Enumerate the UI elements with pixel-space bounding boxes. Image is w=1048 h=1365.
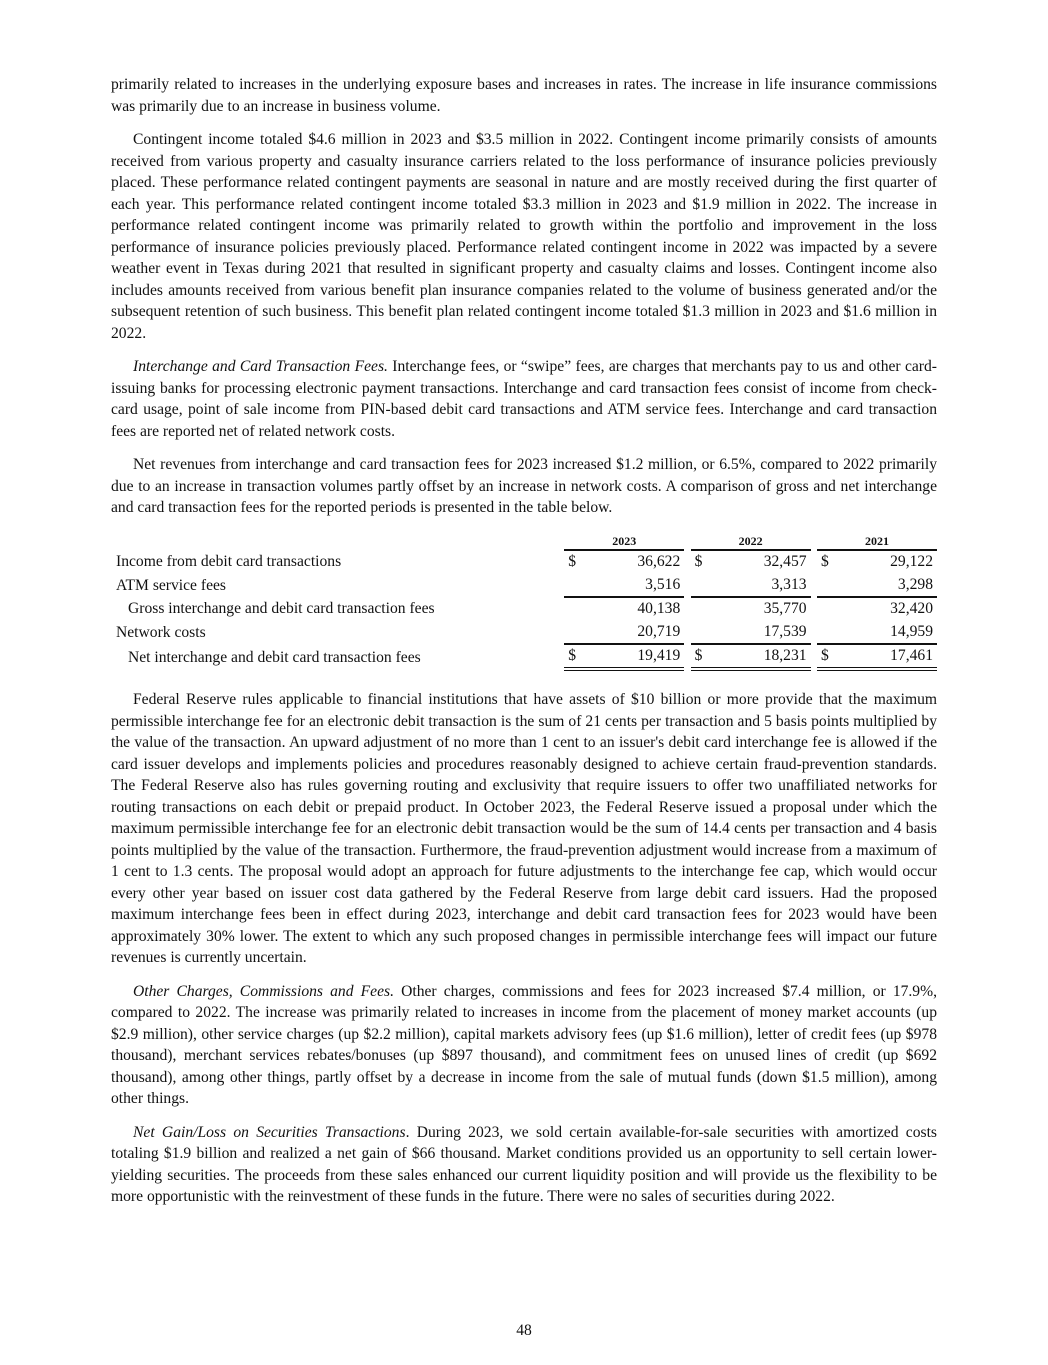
table-row xyxy=(111,620,937,644)
paragraph-text: . During 2023, we sold certain available-for-sale securities with amortized costs totaling $1.9 billion and realized a net gain of $66 thousand. Market conditions provided us an opportunity to sell certain lower-yielding securities. The proceeds from these sales enhanced our current liquidity position and will provide us the flexibility to be more opportunistic with the reinvestment of these funds in the future. There were no sales of securities during 2022. xyxy=(111,1123,937,1205)
table-row xyxy=(111,550,937,574)
cell-value: 19,419 xyxy=(589,644,684,670)
cell-value: 32,420 xyxy=(842,597,937,621)
cell-value: 3,313 xyxy=(771,575,807,593)
cell-value: 35,770 xyxy=(715,597,810,621)
cell-value: 32,457 xyxy=(715,550,810,574)
currency-symbol: $ xyxy=(564,550,589,574)
paragraph-other-charges xyxy=(111,981,937,1110)
section-heading-other-charges: Other Charges, Commissions and Fees. xyxy=(133,982,394,1000)
row-label: Net interchange and debit card transaction fees xyxy=(128,649,421,666)
paragraph-insurance-commissions: primarily related to increases in the underlying exposure bases and increases in rates. The increase in life insurance commissions was primarily due to an increase in business volume. xyxy=(111,76,937,115)
cell-value: 17,461 xyxy=(842,644,937,670)
table-header-row xyxy=(111,531,937,550)
paragraph-contingent-income: Contingent income totaled $4.6 million in 2023 and $3.5 million in 2022. Contingent income primarily consists of amounts received from various property and casualty insurance carriers related to the loss performance of insurance policies previously placed. These performance related contingent payments are seasonal in nature and are mostly received during the first quarter of each year. This performance related contingent income totaled $3.3 million in 2023 and $1.9 million in 2022. The increase in performance related contingent income was primarily related to growth within the portfolio and improvement in the loss performance of insurance policies previously placed. Performance related contingent income in 2022 was impacted by a severe weather event in Texas during 2021 that resulted in significant property and casualty claims and losses. Contingent income also includes amounts received from various benefit plan insurance companies related to the volume of business generated and/or the subsequent retention of such business. This benefit plan related contingent income totaled $1.3 million in 2023 and $1.6 million in 2022. xyxy=(111,131,937,342)
cell-value: 36,622 xyxy=(589,550,684,574)
paragraph-net-revenues: Net revenues from interchange and card transaction fees for 2023 increased $1.2 million, or 6.5%, compared to 2022 primarily due to an increase in transaction volumes partly offset by an increase in network costs. A comparison of gross and net interchange and card transaction fees for the reported periods is presented in the table below. xyxy=(111,456,937,516)
cell-value: 18,231 xyxy=(715,644,810,670)
column-header-2022: 2022 xyxy=(738,533,763,548)
currency-symbol: $ xyxy=(564,644,589,670)
column-header-2021: 2021 xyxy=(864,533,889,548)
currency-symbol: $ xyxy=(817,644,842,670)
page-number: 48 xyxy=(516,1322,532,1339)
cell-value: 29,122 xyxy=(842,550,937,574)
section-heading-securities: Net Gain/Loss on Securities Transactions xyxy=(133,1123,406,1141)
paragraph-text: Interchange fees, or “swipe” fees, are charges that merchants pay to us and other card-issuing banks for processing electronic payment transactions. Interchange and card transaction fees consist of income from check-card usage, point of sale income from PIN-based debit card transactions and ATM service fees. Interchange and card transaction fees are reported net of related network costs. xyxy=(111,358,937,440)
row-label: Gross interchange and debit card transaction fees xyxy=(128,600,435,617)
currency-symbol: $ xyxy=(691,550,716,574)
row-label: ATM service fees xyxy=(116,576,226,594)
row-label: Income from debit card transactions xyxy=(116,553,342,570)
cell-value: 3,298 xyxy=(897,575,933,593)
paragraph-federal-reserve-rules: Federal Reserve rules applicable to financial institutions that have assets of $10 billion or more provide that the maximum permissible interchange fee for an electronic debit transaction is the sum of 21 cents per transaction and 5 basis points multiplied by the value of the transaction. An upward adjustment of no more than 1 cent to an issuer's debit card interchange fee is allowed if the card issuer develops and implements policies and procedures reasonably designed to achieve certain fraud-prevention standards. The Federal Reserve also has rules governing routing and exclusivity that require issuers to offer two unaffiliated networks for routing transactions on each debit or prepaid product. In October 2023, the Federal Reserve issued a proposal under which the maximum permissible interchange fee for an electronic debit transaction would be the sum of 14.4 cents per transaction and 4 basis points multiplied by the value of the transaction. Furthermore, the fraud-prevention adjustment would increase from a maximum of 1 cent to 1.3 cents. The proposal would adopt an approach for future adjustments to the interchange fee cap, which would occur every other year based on issuer cost data gathered by the Federal Reserve from large debit card issuers. Had the proposed maximum interchange fees been in effect during 2023, interchange and debit card transaction fees for 2023 would have been approximately 30% lower. The extent to which any such proposed changes in permissible interchange fees will impact our future revenues is currently uncertain. xyxy=(111,691,937,966)
table-row-total xyxy=(111,644,937,670)
cell-value: 20,719 xyxy=(637,622,681,640)
row-label: Network costs xyxy=(116,623,206,641)
cell-value: 17,539 xyxy=(763,622,807,640)
table-row xyxy=(111,597,937,621)
paragraph-text: Other charges, commissions and fees for 2023 increased $7.4 million, or 17.9%, compared to 2022. The increase was primarily related to increases in income from the placement of money market accounts (up $2.9 million), other service charges (up $2.2 million), capital markets advisory fees (up $1.6 million), letter of credit fees (up $978 thousand), merchant services rebates/bonuses (up $897 thousand), and commitment fees on unused lines of credit (up $692 thousand), among other things, partly offset by a decrease in income from the sale of mutual funds (down $1.5 million), among other things. xyxy=(111,982,937,1107)
section-heading-interchange: Interchange and Card Transaction Fees. xyxy=(133,358,388,375)
table-row xyxy=(111,573,937,597)
paragraph-securities-transactions xyxy=(111,1122,937,1208)
column-header-2023: 2023 xyxy=(612,533,637,548)
cell-value: 40,138 xyxy=(589,597,684,621)
document-page xyxy=(111,74,937,1220)
currency-symbol: $ xyxy=(691,644,716,670)
interchange-fees-table xyxy=(111,531,937,672)
currency-symbol: $ xyxy=(817,550,842,574)
cell-value: 14,959 xyxy=(890,622,933,640)
paragraph-interchange-fees xyxy=(111,356,937,442)
cell-value: 3,516 xyxy=(645,575,681,593)
